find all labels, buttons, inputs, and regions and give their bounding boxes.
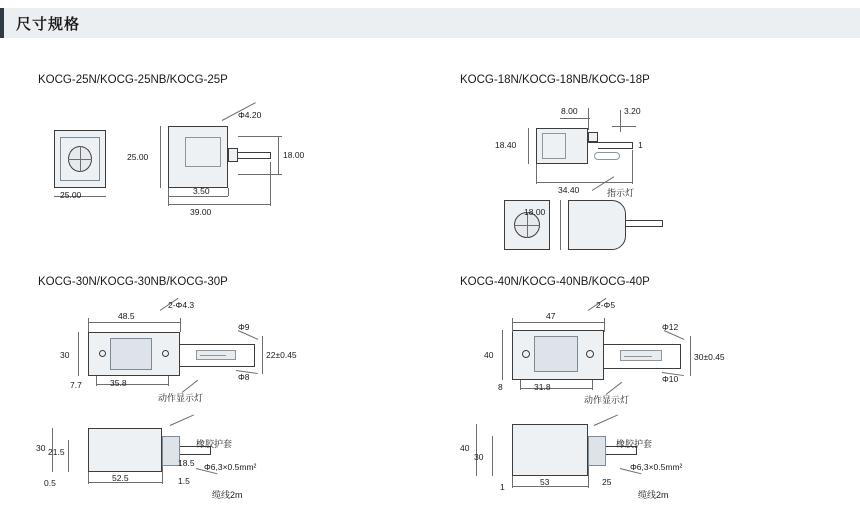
kocg18-dim-3440: 34.40	[558, 185, 580, 195]
page-header	[0, 8, 860, 38]
kocg30-dim-phi8: Φ8	[238, 372, 250, 382]
kocg25-side-inner	[185, 137, 221, 167]
kocg18-dim-320: 3.20	[624, 106, 641, 116]
kocg25-cable-end	[270, 152, 271, 159]
kocg25-dim-phi420: Φ4.20	[238, 110, 262, 120]
kocg30-dim-2phi43: 2-Φ4.3	[168, 300, 195, 310]
kocg40-rubber-boot	[588, 436, 606, 466]
kocg40-dim-47-line	[512, 322, 604, 323]
kocg40-ext-53-r	[588, 466, 589, 488]
kocg30-lower-body	[88, 428, 162, 472]
kocg30-label-led: 动作显示灯	[158, 393, 204, 403]
kocg25-ext-left	[168, 188, 169, 206]
kocg40-dim-cable-spec: Φ6,3×0.5mm²	[630, 462, 683, 472]
kocg30-ext-525-r	[162, 466, 163, 484]
kocg30-dim-485: 48.5	[118, 311, 135, 321]
kocg30-dim-485-line	[88, 322, 180, 323]
kocg18-dim-1800-line	[560, 200, 561, 250]
kocg30-barrel-top	[180, 344, 254, 345]
kocg18-dim-3440-line	[536, 182, 632, 183]
kocg30-hole-right	[162, 350, 169, 357]
kocg30-dim-358-line	[96, 384, 168, 385]
kocg30-dim-15: 1.5	[178, 476, 190, 486]
kocg18-ext-right	[632, 150, 633, 184]
kocg25-connector-block	[228, 148, 238, 162]
kocg18-label-led: 指示灯	[607, 188, 635, 198]
kocg40-label-led: 动作显示灯	[584, 395, 630, 405]
kocg40-dim-40-line	[502, 330, 503, 380]
kocg40-dim-lower30-line	[492, 436, 493, 476]
kocg40-barrel-top	[604, 344, 680, 345]
kocg40-hole-left	[522, 350, 530, 358]
kocg40-dim-25: 25	[602, 477, 612, 487]
kocg30-sensor-head	[110, 338, 152, 370]
kocg25-dim-18-line	[278, 136, 279, 174]
kocg40-dim-53-line	[512, 486, 588, 487]
kocg30-ext-525-l	[88, 472, 89, 484]
kocg30-lower-cable-bottom	[180, 454, 210, 455]
section-title-kocg30: KOCG-30N/KOCG-30NB/KOCG-30P	[38, 276, 228, 288]
kocg30-dim-77: 7.7	[70, 380, 82, 390]
kocg18-side-body	[568, 200, 626, 250]
kocg40-dim-lower30: 30	[474, 452, 484, 462]
section-title-kocg25: KOCG-25N/KOCG-25NB/KOCG-25P	[38, 74, 228, 86]
kocg40-label-cable2m: 缆线2m	[638, 490, 669, 500]
kocg40-dim-lower40-line	[476, 424, 477, 476]
page-title: 尺寸规格	[16, 15, 81, 33]
kocg40-dim-phi12: Φ12	[662, 322, 679, 332]
kocg40-ext-53-l	[512, 476, 513, 488]
kocg25-dim-18-ext-bot	[238, 174, 282, 175]
kocg40-lower-body	[512, 424, 588, 476]
kocg18-dim-1800: 18.00	[524, 207, 546, 217]
kocg25-cable-top	[238, 152, 270, 153]
kocg30-dim-22-line	[262, 336, 263, 374]
kocg40-dim-lower40: 40	[460, 443, 470, 453]
kocg25-dim-350: 3.50	[193, 186, 210, 196]
kocg18-dim-800: 8.00	[561, 106, 578, 116]
kocg40-dim-30pm: 30±0.45	[694, 352, 725, 362]
kocg25-dim-25: 25.00	[127, 152, 149, 162]
kocg30-dim-30-line	[78, 332, 79, 376]
kocg18-lower-cable-bottom	[626, 226, 662, 227]
kocg30-dim-05: 0.5	[44, 478, 56, 488]
kocg40-dim-318-line	[520, 388, 592, 389]
header-accent-bar	[0, 8, 4, 38]
kocg25-dim-18-ext-top	[238, 136, 282, 137]
kocg25-dim-39-tick	[168, 196, 228, 197]
kocg18-ext-320	[620, 110, 621, 132]
kocg18-ext-800	[588, 108, 589, 130]
kocg18-top-inner	[542, 133, 566, 159]
kocg30-label-boot: 橡胶护套	[196, 439, 233, 449]
kocg30-hole-left	[99, 350, 106, 357]
kocg40-dim-1: 1	[500, 482, 505, 492]
kocg30-dim-22: 22±0.45	[266, 350, 297, 360]
kocg30-leader-boot	[170, 414, 194, 425]
kocg18-top-cable-end	[632, 142, 633, 149]
kocg40-sensor-head	[534, 336, 578, 372]
kocg30-dim-phi9: Φ9	[238, 322, 250, 332]
kocg40-dim-318: 31.8	[534, 382, 551, 392]
kocg25-face-cross-v	[80, 146, 81, 172]
kocg30-ext-485-r	[180, 318, 181, 332]
kocg25-ext-right	[270, 162, 271, 206]
kocg40-leader-boot	[594, 414, 618, 425]
kocg40-dim-8: 8	[498, 382, 503, 392]
kocg40-barrel-bottom	[604, 368, 680, 369]
section-title-kocg18: KOCG-18N/KOCG-18NB/KOCG-18P	[460, 74, 650, 86]
kocg40-ext-318-l	[520, 380, 521, 390]
kocg25-dim-25-front: 25.00	[60, 190, 82, 200]
kocg18-mount-slot	[594, 152, 620, 160]
kocg40-dim-2phi5: 2-Φ5	[596, 300, 616, 310]
kocg18-dim-320-line	[612, 126, 636, 127]
kocg30-dim-185: 18.5	[178, 458, 195, 468]
kocg18-dim-1840: 18.40	[495, 140, 517, 150]
kocg40-ext-318-r	[592, 380, 593, 390]
kocg40-ext-47-r	[604, 318, 605, 332]
kocg18-dim-1840-line	[528, 128, 529, 164]
kocg25-dim-3900: 39.00	[190, 207, 212, 217]
kocg18-ext-left	[536, 164, 537, 184]
kocg40-ext-47-l	[512, 318, 513, 332]
kocg30-dim-lower30: 30	[36, 443, 46, 453]
kocg18-lower-cable-top	[626, 220, 662, 221]
kocg40-dim-47: 47	[546, 311, 556, 321]
kocg30-dim-30: 30	[60, 350, 70, 360]
section-title-kocg40: KOCG-40N/KOCG-40NB/KOCG-40P	[460, 276, 650, 288]
kocg30-ext-358-l	[96, 376, 97, 386]
kocg18-dim-800-line	[560, 118, 590, 119]
kocg25-dim-39-line	[168, 204, 270, 205]
kocg40-label-boot: 橡胶护套	[616, 439, 653, 449]
kocg40-barrel-end	[680, 344, 681, 369]
kocg18-led-block	[588, 132, 598, 142]
kocg30-dim-358: 35.8	[110, 378, 127, 388]
kocg18-top-cable-upper	[588, 142, 632, 143]
kocg30-label-cable2m: 缆线2m	[212, 490, 243, 500]
kocg30-barrel-end	[254, 344, 255, 367]
kocg30-ext-485-l	[88, 318, 89, 332]
kocg25-cable-bottom	[238, 158, 270, 159]
kocg30-dim-cable-spec: Φ6,3×0.5mm²	[204, 462, 257, 472]
kocg30-barrel-bottom	[180, 366, 254, 367]
kocg40-dim-30-line	[690, 336, 691, 376]
kocg40-dim-53: 53	[540, 477, 550, 487]
kocg30-dim-215: 21.5	[48, 447, 65, 457]
kocg25-ext-mid	[228, 188, 229, 196]
kocg18-lower-cable-end	[662, 220, 663, 227]
kocg30-dim-525: 52.5	[112, 473, 129, 483]
kocg30-ext-358-r	[168, 376, 169, 386]
kocg25-dim-25-line	[160, 126, 161, 188]
kocg18-top-cable-lower	[598, 148, 632, 149]
kocg40-led-line	[624, 356, 652, 357]
kocg18-dim-1: 1	[638, 140, 643, 150]
kocg25-dim-18: 18.00	[283, 150, 305, 160]
kocg40-dim-40: 40	[484, 350, 494, 360]
kocg30-led-line	[200, 355, 226, 356]
kocg30-dim-215-line	[68, 440, 69, 472]
kocg40-lower-cable-bottom	[606, 454, 636, 455]
kocg40-hole-right	[586, 350, 594, 358]
kocg40-dim-phi10: Φ10	[662, 374, 679, 384]
